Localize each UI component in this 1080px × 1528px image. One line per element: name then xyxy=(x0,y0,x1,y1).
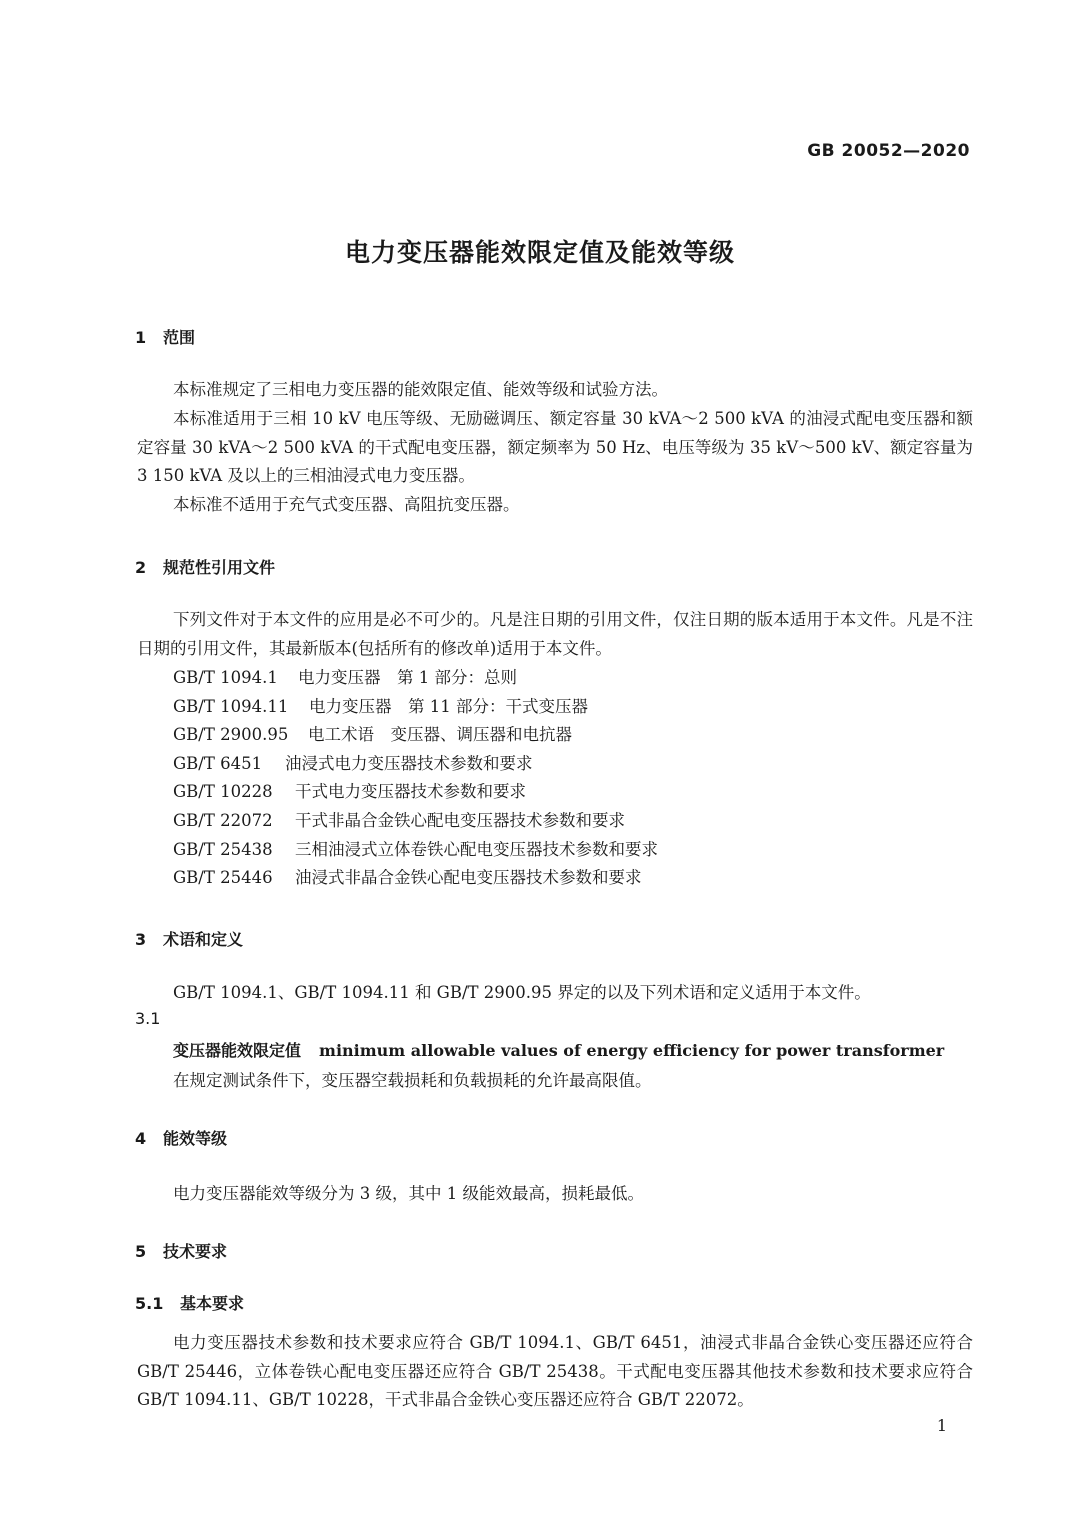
term-entry xyxy=(173,1038,944,1061)
list-item xyxy=(173,864,658,893)
list-item xyxy=(173,693,658,722)
section-2-heading xyxy=(135,555,275,578)
reference-title: 三相油浸式立体卷铁心配电变压器技术参数和要求 xyxy=(295,839,658,859)
reference-title: 电工术语 变压器、调压器和电抗器 xyxy=(308,725,572,745)
reference-list xyxy=(173,664,658,893)
section-number: 1 xyxy=(135,328,147,347)
section-title: 术语和定义 xyxy=(163,930,244,949)
reference-code: GB/T 2900.95 xyxy=(173,725,289,745)
list-item xyxy=(173,664,658,693)
reference-code: GB/T 25446 xyxy=(173,868,273,888)
clause-number: 3.1 xyxy=(135,1009,161,1028)
section-number: 2 xyxy=(135,558,147,577)
section-number: 4 xyxy=(135,1129,147,1148)
list-item xyxy=(173,836,658,865)
paragraph: GB/T 1094.1、GB/T 1094.11 和 GB/T 2900.95 界定的以及下列术语和定义适用于本文件。 xyxy=(173,983,871,1002)
paragraph: 本标准适用于三相 10 kV 电压等级、无励磁调压、额定容量 30 kVA～2 500 kVA 的油浸式配电变压器和额定容量 30 kVA～2 500 kVA 的干式配电变压器，额定频率为 50 Hz、电压等级为 35 kV～500 kV、额定容量为 3 150 kVA 及以上的三相油浸式电力变压器。 xyxy=(137,409,973,485)
list-item xyxy=(173,750,658,779)
term-definition: 在规定测试条件下，变压器空载损耗和负载损耗的允许最高限值。 xyxy=(173,1071,652,1090)
reference-code: GB/T 10228 xyxy=(173,782,273,802)
section-5-heading xyxy=(135,1239,227,1262)
subsection-5-1-heading xyxy=(135,1291,244,1314)
reference-title: 干式电力变压器技术参数和要求 xyxy=(295,782,526,802)
subsection-title: 基本要求 xyxy=(180,1294,245,1313)
paragraph: 本标准不适用于充气式变压器、高阻抗变压器。 xyxy=(173,495,520,514)
reference-title: 油浸式非晶合金铁心配电变压器技术参数和要求 xyxy=(295,868,642,888)
paragraph: 电力变压器能效等级分为 3 级，其中 1 级能效最高，损耗最低。 xyxy=(173,1184,644,1203)
list-item xyxy=(173,721,658,750)
reference-code: GB/T 1094.1 xyxy=(173,668,278,687)
term-chinese: 变压器能效限定值 xyxy=(173,1041,302,1060)
reference-title: 电力变压器 第 11 部分：干式变压器 xyxy=(309,696,588,716)
reference-title: 干式非晶合金铁心配电变压器技术参数和要求 xyxy=(295,810,625,830)
reference-title: 油浸式电力变压器技术参数和要求 xyxy=(285,753,533,773)
paragraph: 本标准规定了三相电力变压器的能效限定值、能效等级和试验方法。 xyxy=(173,380,668,399)
subsection-number: 5.1 xyxy=(135,1294,164,1313)
section-number: 5 xyxy=(135,1242,147,1261)
section-number: 3 xyxy=(135,930,147,949)
reference-code: GB/T 25438 xyxy=(173,839,273,859)
list-item xyxy=(173,778,658,807)
section-title: 规范性引用文件 xyxy=(163,558,276,577)
reference-code: GB/T 22072 xyxy=(173,810,273,830)
term-english: minimum allowable values of energy efficiency for power transformer xyxy=(319,1041,945,1060)
document-title: 电力变压器能效限定值及能效等级 xyxy=(344,238,735,267)
list-item xyxy=(173,807,658,836)
section-title: 范围 xyxy=(163,328,196,347)
section-3-heading xyxy=(135,927,243,950)
section-4-heading xyxy=(135,1126,227,1149)
standard-code: GB 20052—2020 xyxy=(807,141,970,161)
reference-code: GB/T 6451 xyxy=(173,753,263,773)
paragraph: 下列文件对于本文件的应用是必不可少的。凡是注日期的引用文件，仅注日期的版本适用于本文件。凡是不注日期的引用文件，其最新版本(包括所有的修改单)适用于本文件。 xyxy=(137,610,973,658)
page-number: 1 xyxy=(936,1416,947,1435)
paragraph: 电力变压器技术参数和技术要求应符合 GB/T 1094.1、GB/T 6451，油浸式非晶合金铁心变压器还应符合 GB/T 25446，立体卷铁心配电变压器还应符合 GB/T 25438。干式配电变压器其他技术参数和技术要求应符合 GB/T 1094.11、GB/T 10228，干式非晶合金铁心变压器还应符合 GB/T 22072。 xyxy=(137,1333,973,1409)
section-title: 技术要求 xyxy=(163,1242,228,1261)
reference-title: 电力变压器 第 1 部分：总则 xyxy=(298,668,517,687)
reference-code: GB/T 1094.11 xyxy=(173,696,289,716)
section-title: 能效等级 xyxy=(163,1129,228,1148)
section-1-heading xyxy=(135,325,195,348)
